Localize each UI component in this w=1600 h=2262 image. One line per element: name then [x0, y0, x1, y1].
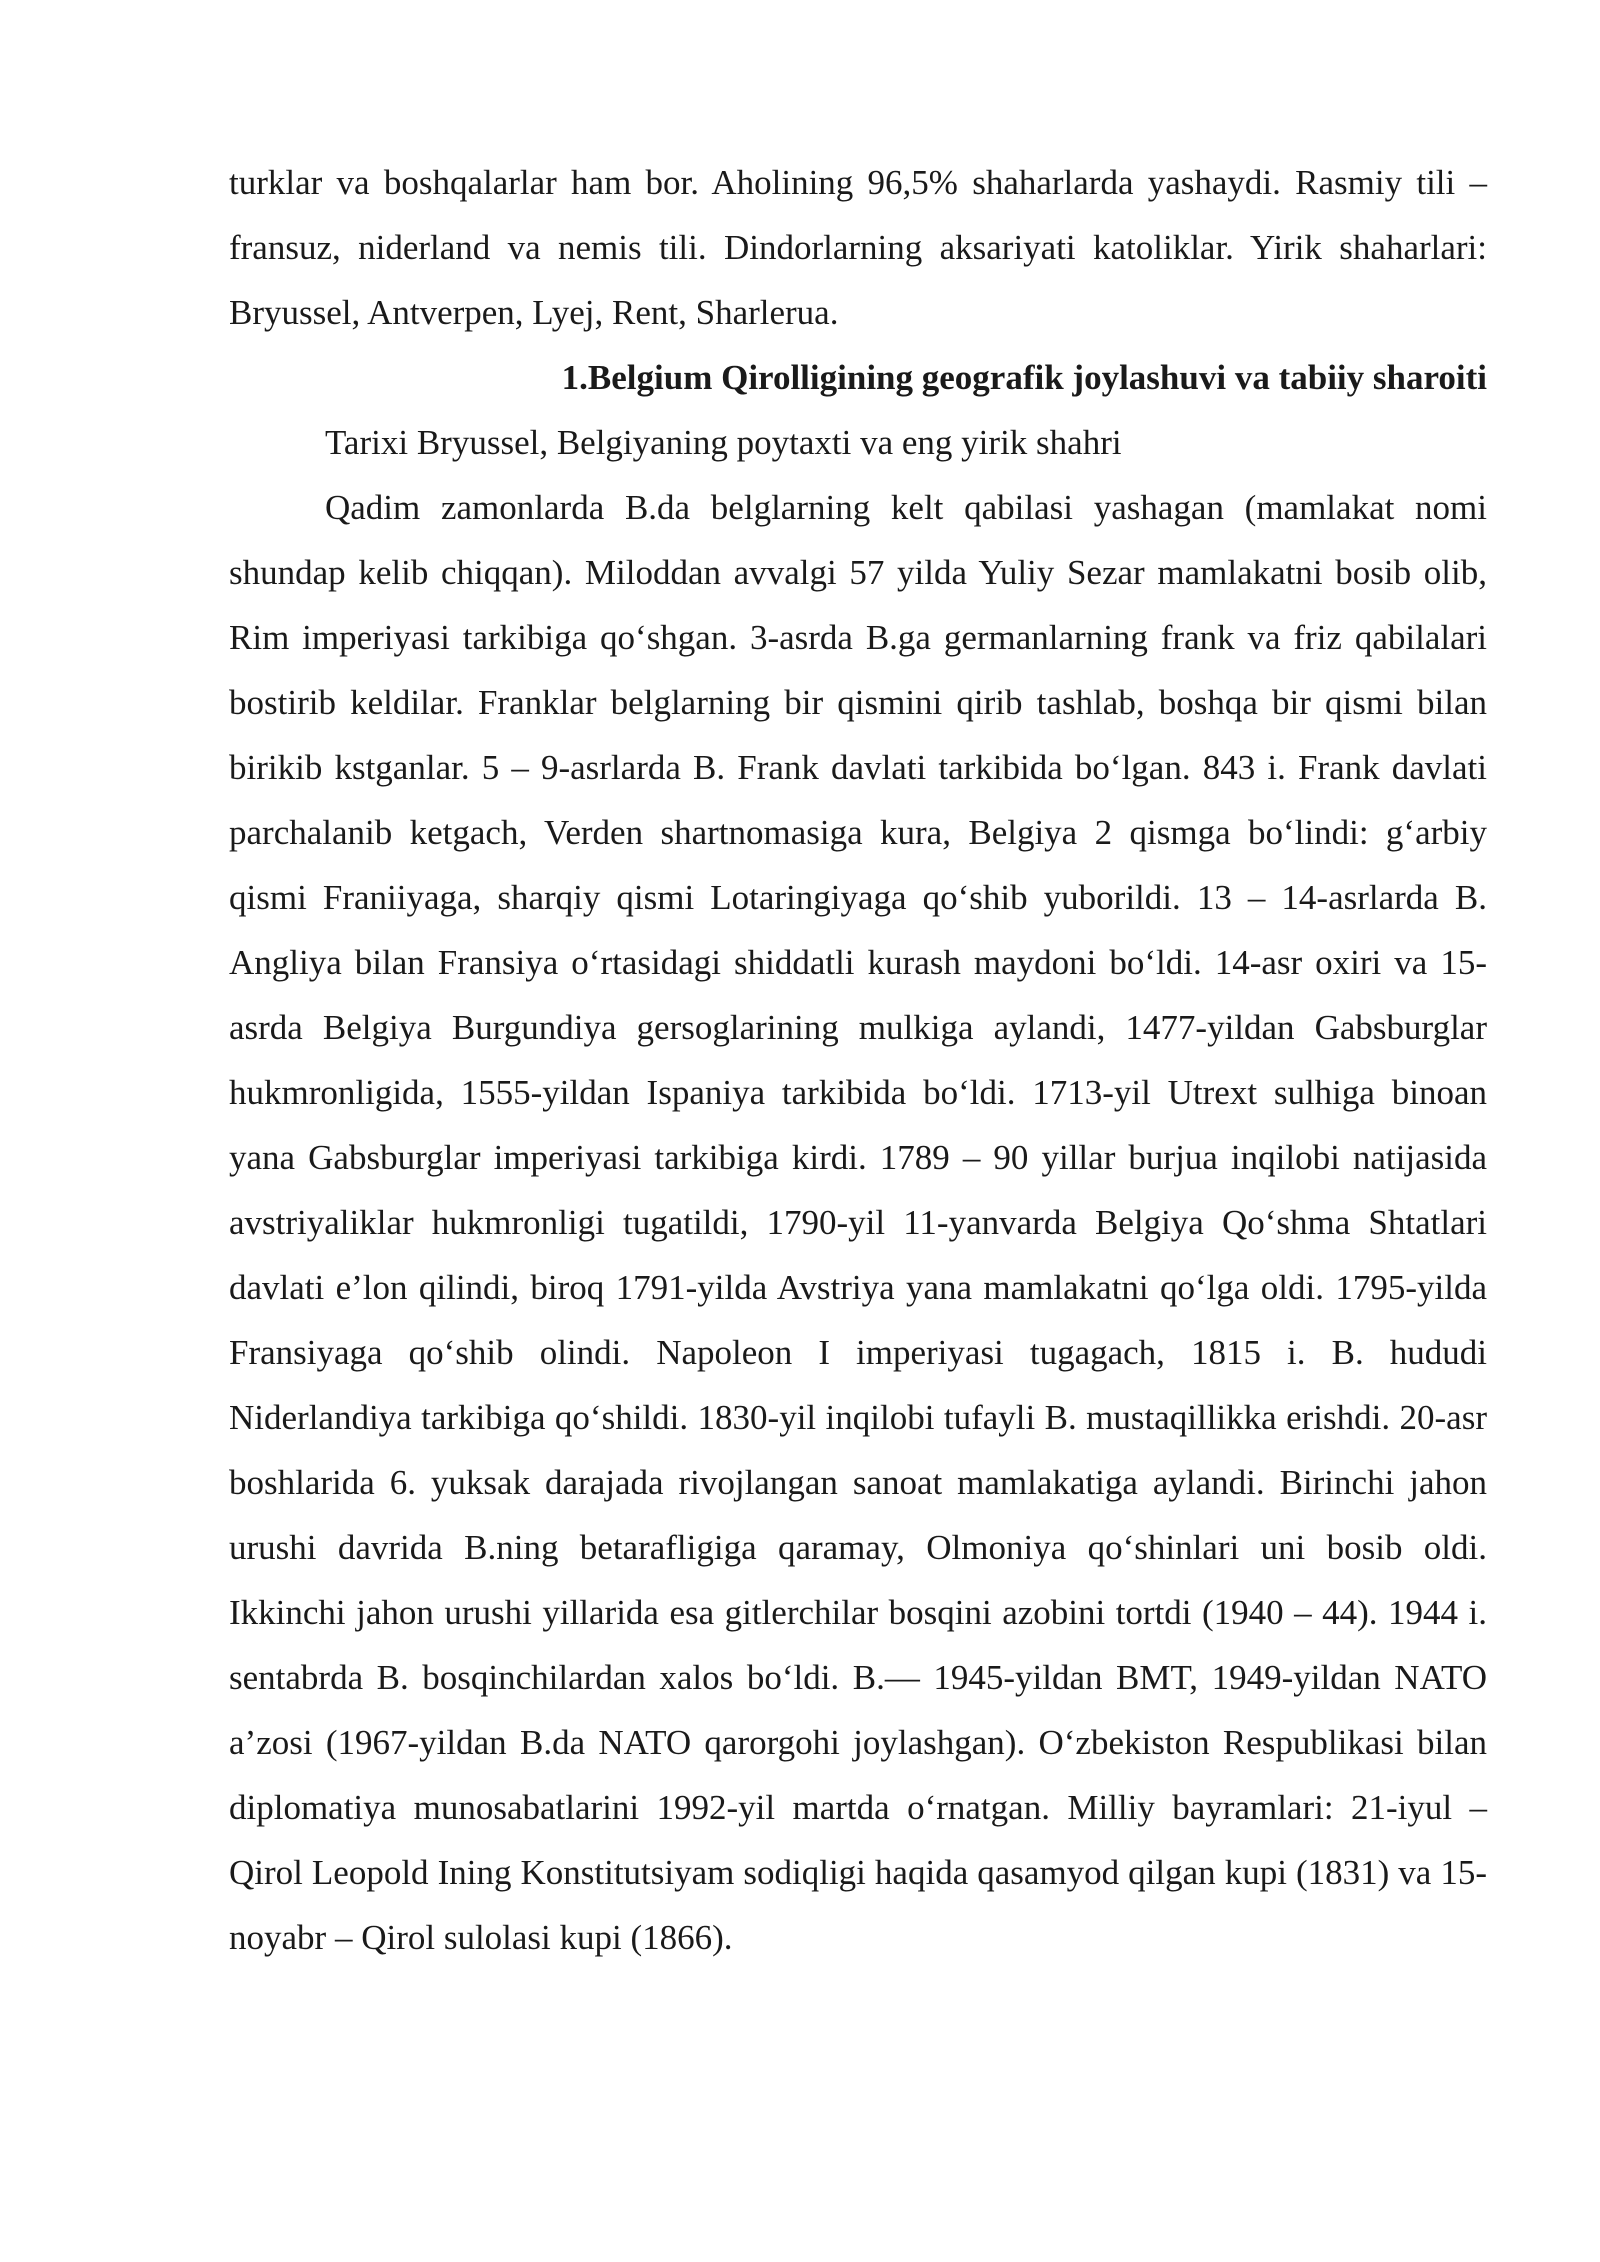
section-heading: 1.Belgium Qirolligining geografik joylashuvi va tabiiy sharoiti: [561, 358, 1487, 397]
intro-paragraph: turklar va boshqalarlar ham bor. Aholining 96,5% shaharlarda yashaydi. Rasmiy tili – fransuz, niderland va nemis tili. Dindorlarning aksariyati katoliklar. Yirik shaharlari: Bryussel, Antverpen, Lyej, Rent, Sharlerua.: [229, 163, 1487, 332]
document-body: [229, 150, 1487, 1970]
history-paragraph: Qadim zamonlarda B.da belglarning kelt qabilasi yashagan (mamlakat nomi shundap kelib chiqqan). Miloddan avvalgi 57 yilda Yuliy Sezar mamlakatni bosib olib, Rim imperiyasi tarkibiga qo‘shgan. 3-asrda B.ga germanlarning frank va friz qabilalari bostirib keldilar. Franklar belglarning bir qismini qirib tashlab, boshqa bir qismi bilan birikib kstganlar. 5 – 9-asrlarda B. Frank davlati tarkibida bo‘lgan. 843 i. Frank davlati parchalanib ketgach, Verden shartnomasiga kura, Belgiya 2 qismga bo‘lindi: g‘arbiy qismi Franiiyaga, sharqiy qismi Lotaringiyaga qo‘shib yuborildi. 13 – 14-asrlarda B. Angliya bilan Fransiya o‘rtasidagi shiddatli kurash maydoni bo‘ldi. 14-asr oxiri va 15-asrda Belgiya Burgundiya gersoglarining mulkiga aylandi, 1477-yildan Gabsburglar hukmronligida, 1555-yildan Ispaniya tarkibida bo‘ldi. 1713-yil Utrext sulhiga binoan yana Gabsburglar imperiyasi tarkibiga kirdi. 1789 – 90 yillar burjua inqilobi natijasida avstriyaliklar hukmronligi tugatildi, 1790-yil 11-yanvarda Belgiya Qo‘shma Shtatlari davlati e’lon qilindi, biroq 1791-yilda Avstriya yana mamlakatni qo‘lga oldi. 1795-yilda Fransiyaga qo‘shib olindi. Napoleon I imperiyasi tugagach, 1815 i. B. hududi Niderlandiya tarkibiga qo‘shildi. 1830-yil inqilobi tufayli B. mustaqillikka erishdi. 20-asr boshlarida 6. yuksak darajada rivojlangan sanoat mamlakatiga aylandi. Birinchi jahon urushi davrida B.ning betarafligiga qaramay, Olmoniya qo‘shinlari uni bosib oldi. Ikkinchi jahon urushi yillarida esa gitlerchilar bosqini azobini tortdi (1940 – 44). 1944 i. sentabrda B. bosqinchilardan xalos bo‘ldi. B.— 1945-yildan BMT, 1949-yildan NATO a’zosi (1967-yildan B.da NATO qarorgohi joylashgan). O‘zbekiston Respublikasi bilan diplomatiya munosabatlarini 1992-yil martda o‘rnatgan. Milliy bayramlari: 21-iyul – Qirol Leopold Ining Konstitutsiyam sodiqligi haqida qasamyod qilgan kupi (1831) va 15-noyabr – Qirol sulolasi kupi (1866).: [229, 488, 1487, 1957]
subtitle-line: Tarixi Bryussel, Belgiyaning poytaxti va eng yirik shahri: [325, 423, 1122, 462]
